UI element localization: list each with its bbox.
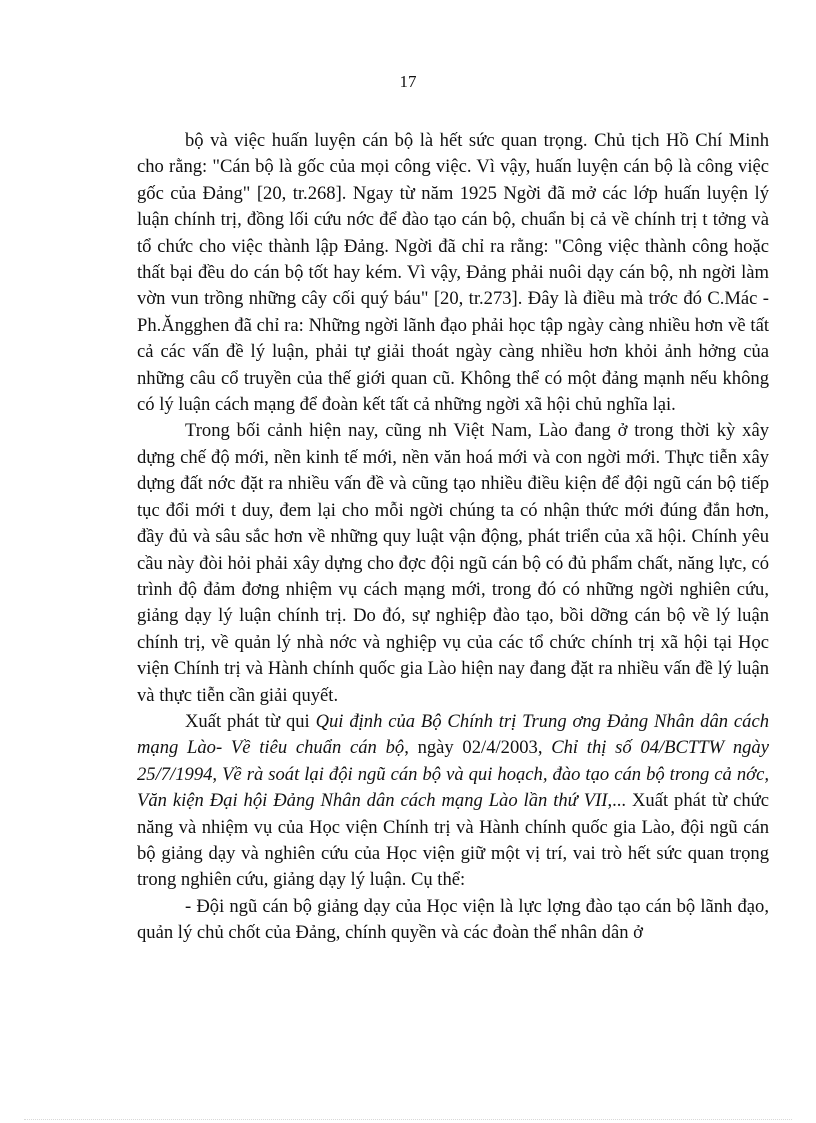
italic-citation: Qui định của Bộ Chính trị Trung ơng Đảng Nhân dân cách mạng Lào- Về tiêu chuẩn cán bộ xyxy=(137,710,769,759)
paragraph xyxy=(137,894,769,947)
paragraph xyxy=(137,418,769,708)
paragraph xyxy=(137,709,769,894)
paragraph-text: Trong bối cảnh hiện nay, cũng nh Việt Nam, Lào đang ở trong thời kỳ xây dựng chế độ mới, nền kinh tế mới, nền văn hoá mới và con ngời mới. Thực tiễn xây dựng đất nớc đặt ra nhiều vấn đề và cũng tạo nhiều điều kiện để đội ngũ cán bộ tiếp tục đổi mới t duy, đem lại cho mỗi ngời chúng ta có nhận thức mới đúng đắn hơn, đầy đủ và sâu sắc hơn về những quy luật vận động, phát triển của xã hội. Chính yêu cầu này đòi hỏi phải xây dựng cho đợc đội ngũ cán bộ có đủ phẩm chất, năng lực, có trình độ đảm đơng nhiệm vụ cách mạng mới, trong đó có những ngời nghiên cứu, giảng dạy lý luận chính trị. Do đó, sự nghiệp đào tạo, bồi dỡng cán bộ về lý luận chính trị, về quản lý nhà nớc và nghiệp vụ của các tổ chức chính trị xã hội tại Học viện Chính trị và Hành chính quốc gia Lào hiện nay đang đặt ra nhiều vấn đề lý luận và thực tiễn cần giải quyết. xyxy=(137,420,769,706)
paragraph-text: , ngày 02/4/2003, xyxy=(404,737,552,759)
paragraph-text: ,... Xuất phát từ chức năng và nhiệm vụ của Học viện Chính trị và Hành chính quốc gia Lào, đội ngũ cán bộ giảng dạy và nghiên cứu của Học viện giữ một vị trí, vai trò hết sức quan trọng trong nghiên cứu, giảng dạy lý luận. Cụ thể: xyxy=(137,790,770,891)
page-number: 17 xyxy=(399,72,417,91)
body-text xyxy=(137,128,769,947)
italic-citation: Chỉ thị số 04/BCTTW ngày 25/7/1994, Về rà soát lại đội ngũ cán bộ và qui hoạch, đào tạo cán bộ trong cả nớc, Văn kiện Đại hội Đảng Nhân dân cách mạng Lào lần thứ VII xyxy=(137,737,769,812)
paragraph-text: - Đội ngũ cán bộ giảng dạy của Học viện là lực lợng đào tạo cán bộ lãnh đạo, quản lý chủ chốt của Đảng, chính quyền và các đoàn thể nhân dân ở xyxy=(137,895,769,944)
paragraph-text: bộ và việc huấn luyện cán bộ là hết sức quan trọng. Chủ tịch Hồ Chí Minh cho rằng: "Cán bộ là gốc của mọi công việc. Vì vậy, huấn luyện cán bộ là công việc gốc của Đảng" [20, tr.268]. Ngay từ năm 1925 Ngời đã mở các lớp huấn luyện lý luận chính trị, đồng lối cứu nớc để đào tạo cán bộ, chuẩn bị cả về chính trị t tởng và tổ chức cho việc thành lập Đảng. Ngời đã chỉ ra rằng: "Công việc thành công hoặc thất bại đều do cán bộ tốt hay kém. Vì vậy, Đảng phải nuôi dạy cán bộ, nh ngời làm vờn vun trồng những cây cối quý báu" [20, tr.273]. Đây là điều mà trớc đó C.Mác - Ph.Ăngghen đã chỉ ra: Những ngời lãnh đạo phải học tập ngày càng nhiều hơn về tất cả các vấn đề lý luận, phải tự giải thoát ngày càng nhiều hơn khỏi ảnh hởng của những câu cổ truyền của thế giới quan cũ. Không thể có một đảng mạnh nếu không có lý luận cách mạng để đoàn kết tất cả những ngời xã hội chủ nghĩa lại. xyxy=(137,130,769,416)
page-bottom-divider xyxy=(24,1119,792,1120)
paragraph-text: Xuất phát từ qui xyxy=(185,710,316,732)
paragraph xyxy=(137,128,769,418)
